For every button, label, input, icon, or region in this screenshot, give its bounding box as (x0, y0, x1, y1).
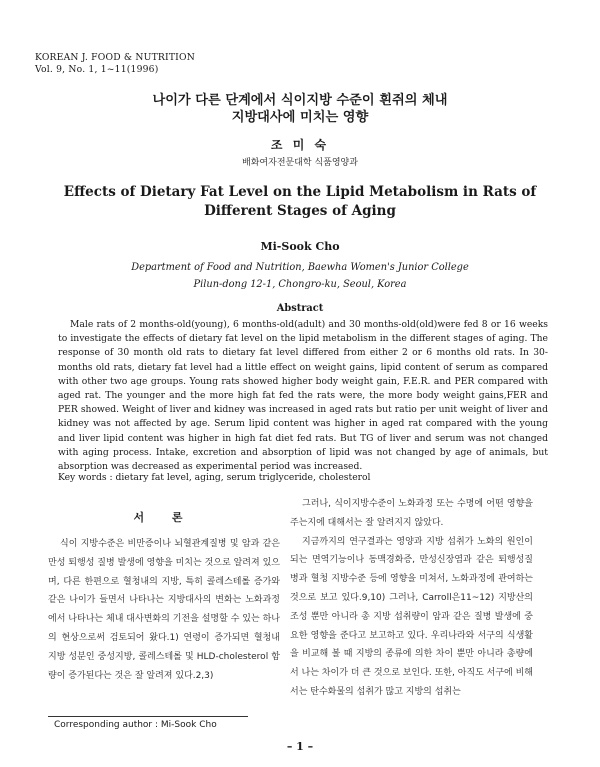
english-author: Mi-Sook Cho (260, 240, 340, 253)
corresponding-author-footnote: Corresponding author : Mi-Sook Cho (54, 720, 217, 730)
affiliation-line1: Department of Food and Nutrition, Baewha Women's Junior College (131, 262, 469, 273)
korean-title-line1: 나이가 다른 단계에서 식이지방 수준이 흰쥐의 체내 (152, 93, 448, 108)
page-number: – 1 – (286, 740, 314, 753)
intro-left-paragraph: 식이 지방수준은 비만증이나 뇌혈관계질병 및 암과 같은 만성 퇴행성 질병 발생에 영향을 미치는 것으로 알려져 있으며, 다른 한편으로 혈청내의 지방, 특히 콜레스테롤 증가와 같은 나이가 들면서 나타나는 지방대사의 변화는 노화과정에서 나타나는 체내 대사변화의 기전을 설명할 수 있는 하나의 현상으로써 검토되어 왔다.1) 연령이 증가되면 혈청내 지방 성분인 중성지방, 콜레스테롤 및 HLD-cholesterol 함량이 증가된다는 것은 잘 알려져 있다.2,3) (48, 539, 280, 681)
english-title (0, 183, 600, 221)
intro-right-column (290, 495, 533, 702)
journal-name: KOREAN J. FOOD & NUTRITION (35, 52, 195, 63)
korean-title (0, 92, 600, 126)
english-title-line1: Effects of Dietary Fat Level on the Lipid Metabolism in Rats of (63, 184, 537, 200)
affiliation-line2: Pilun-dong 12-1, Chongro-ku, Seoul, Korea (193, 279, 407, 290)
abstract-text: Male rats of 2 months-old(young), 6 months-old(adult) and 30 months-old(old)were fed 8 or 16 weeks to investigate the effects of dietary fat level on the lipid metabolism in the different stages of aging. The response of 30 month old rats to dietary fat level differed from either 2 or 6 months old rats. In 30-months old rats, dietary fat level had a little effect on weight gains, lipid content of serum as compared with other two age groups. Young rats showed higher body weight gain, F.E.R. and PER compared with aged rat. The younger and the more high fat fed the rats were, the more body weight gains,FER and PER showed. Weight of liver and kidney was increased in aged rats but ratio per unit weight of liver and kidney was not affected by age. Serum lipid content was higher in aged rat compared with the young and liver lipid content was higher in high fat diet fed rats. But TG of liver and serum was not changed with aging process. Intake, excretion and absorption of lipid was not changed by age of animals, but absorption was decreased as experimental period was increased. (58, 319, 548, 473)
english-title-line2: Different Stages of Aging (204, 203, 396, 219)
journal-volume: Vol. 9, No. 1, 1~11(1996) (35, 64, 159, 75)
korean-author: 조 미 숙 (270, 138, 330, 152)
abstract-heading: Abstract (276, 303, 324, 314)
korean-title-line2: 지방대사에 미치는 영향 (231, 110, 369, 125)
english-affiliation (0, 259, 600, 293)
footnote-divider (48, 716, 248, 717)
korean-affiliation: 배화여자전문대학 식품영양과 (242, 158, 358, 168)
intro-heading: 서 론 (133, 511, 195, 524)
intro-right-paragraph-2: 지금까지의 연구결과는 영양과 지방 섭취가 노화의 원인이 되는 면역기능이나 동맥경화증, 만성신장염과 같은 퇴행성질병과 혈청 지방수준 등에 영향을 미쳐서, 노화과정에 관여하는 것으로 보고 있다.9,10) 그러나, Carroll은11~12) 지방산의 조성 뿐만 아니라 총 지방 섭취량이 암과 같은 질병 발생에 중요한 영향을 준다고 보고하고 있다. 우리나라와 서구의 식생활을 비교해 볼 때 지방의 종류에 의한 차이 뿐만 아니라 총량에서 나는 차이가 더 큰 것으로 보인다. 또한, 아직도 서구에 비해서는 탄수화물의 섭취가 많고 지방의 섭취는 (290, 536, 533, 697)
intro-right-paragraph-1: 그러나, 식이지방수준이 노화과정 또는 수명에 어떤 영향을 주는지에 대해서는 잘 알려지지 않았다. (290, 499, 533, 528)
intro-left-column (48, 535, 280, 685)
journal-header (35, 52, 195, 76)
abstract-body (58, 318, 548, 474)
keywords: Key words : dietary fat level, aging, serum triglyceride, cholesterol (58, 472, 371, 483)
